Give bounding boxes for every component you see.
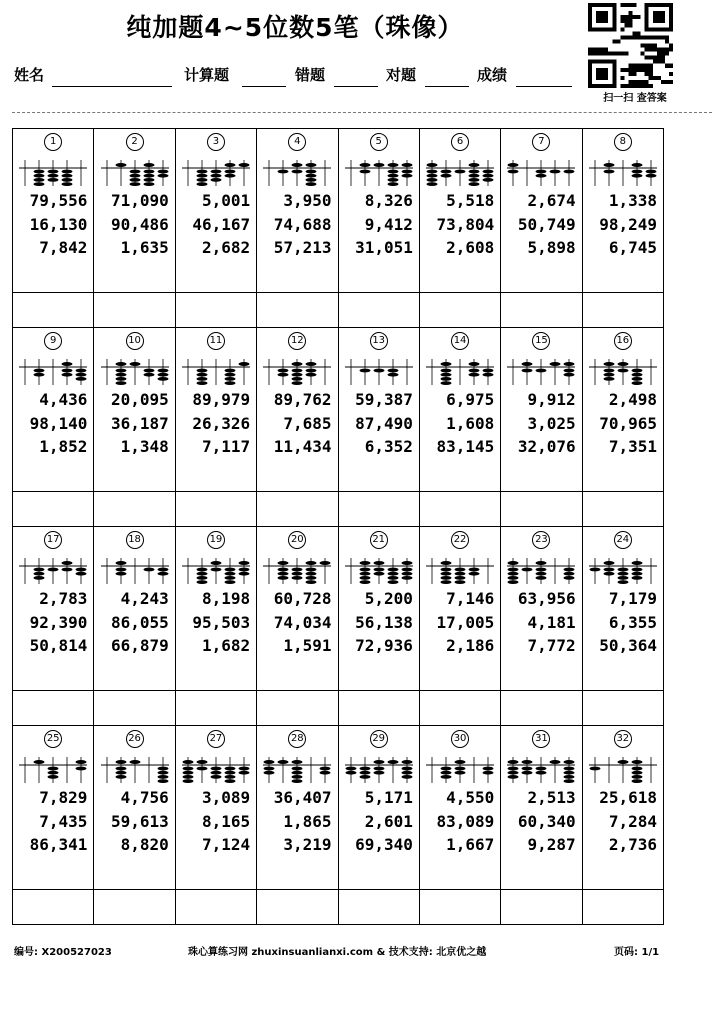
abacus-bead-image <box>588 557 658 585</box>
addend-value: 95,503 <box>192 612 251 632</box>
problem-cell <box>501 129 582 293</box>
addend-value: 20,095 <box>110 390 169 409</box>
abacus-bead-image <box>18 159 88 187</box>
addend-value: 83,145 <box>436 437 495 456</box>
problem-number: 8 <box>614 133 632 151</box>
addend-value: 36,407 <box>273 788 332 807</box>
problem-cell <box>501 328 582 492</box>
abacus-bead-image <box>262 756 332 784</box>
problem-number: 24 <box>614 531 632 549</box>
answer-cell[interactable] <box>582 691 663 726</box>
addend-value: 7,179 <box>608 589 657 608</box>
addend-value: 5,200 <box>364 589 413 608</box>
problem-number: 15 <box>532 332 550 350</box>
addend-value: 6,352 <box>364 437 413 456</box>
abacus-bead-image <box>588 159 658 187</box>
problem-number: 5 <box>370 133 388 151</box>
problem-cell <box>582 527 663 691</box>
addend-value: 2,601 <box>364 811 413 831</box>
answer-cell[interactable] <box>582 492 663 527</box>
addend-value: 4,756 <box>120 788 169 807</box>
problem-cell <box>338 527 419 691</box>
answer-cell[interactable] <box>257 293 338 328</box>
problem-cell <box>582 726 663 890</box>
addend-value: 92,390 <box>29 612 88 632</box>
problem-cell <box>338 328 419 492</box>
addend-value: 1,348 <box>120 437 169 456</box>
addend-value: 6,355 <box>608 612 657 632</box>
addend-value: 1,852 <box>39 437 88 456</box>
answer-cell[interactable] <box>419 492 500 527</box>
addend-value: 2,736 <box>608 835 657 854</box>
calc-count-field[interactable] <box>242 86 286 87</box>
addend-value: 4,243 <box>120 589 169 608</box>
answer-cell[interactable] <box>175 890 256 925</box>
problem-row <box>13 726 664 890</box>
problem-number: 32 <box>614 730 632 748</box>
addend-value: 74,688 <box>273 214 332 234</box>
answer-cell[interactable] <box>175 293 256 328</box>
addend-value: 86,341 <box>29 835 88 854</box>
problem-number: 22 <box>451 531 469 549</box>
wrong-count-label: 错题 <box>295 66 326 84</box>
addend-value: 2,498 <box>608 390 657 409</box>
addend-value: 87,490 <box>355 413 413 433</box>
answer-cell[interactable] <box>175 492 256 527</box>
right-count-label: 对题 <box>386 66 417 84</box>
answer-row <box>13 492 664 527</box>
answer-cell[interactable] <box>419 890 500 925</box>
addend-value: 69,340 <box>355 835 413 854</box>
problem-number: 20 <box>288 531 306 549</box>
abacus-bead-image <box>181 358 251 386</box>
addend-value: 2,783 <box>39 589 88 608</box>
problem-cell <box>94 328 175 492</box>
addend-value: 32,076 <box>517 437 576 456</box>
addend-value: 4,181 <box>527 612 576 632</box>
addend-value: 9,412 <box>364 214 413 234</box>
addend-value: 3,089 <box>201 788 251 807</box>
answer-cell[interactable] <box>501 492 582 527</box>
abacus-bead-image <box>100 557 170 585</box>
answer-cell[interactable] <box>501 293 582 328</box>
problem-cell <box>419 527 500 691</box>
answer-cell[interactable] <box>582 890 663 925</box>
answer-row <box>13 691 664 726</box>
addend-value: 60,728 <box>273 589 332 608</box>
addend-value: 16,130 <box>29 214 88 234</box>
addend-value: 5,001 <box>201 191 251 210</box>
abacus-bead-image <box>506 557 576 585</box>
addend-value: 2,513 <box>527 788 576 807</box>
problem-grid <box>12 128 664 925</box>
problem-cell <box>94 129 175 293</box>
addend-value: 6,745 <box>608 238 657 257</box>
addend-value: 3,025 <box>527 413 576 433</box>
answer-cell[interactable] <box>94 691 175 726</box>
addend-value: 7,117 <box>201 437 251 456</box>
addend-value: 83,089 <box>436 811 495 831</box>
addend-value: 7,829 <box>39 788 88 807</box>
addend-value: 63,956 <box>517 589 576 608</box>
problem-cell <box>419 726 500 890</box>
abacus-bead-image <box>344 557 414 585</box>
problem-cell <box>13 726 94 890</box>
cut-line <box>12 112 712 113</box>
problem-cell <box>257 726 338 890</box>
problem-cell <box>175 527 256 691</box>
problem-number: 1 <box>44 133 62 151</box>
addend-value: 3,219 <box>283 835 332 854</box>
abacus-bead-image <box>181 159 251 187</box>
abacus-bead-image <box>262 159 332 187</box>
problem-number: 26 <box>126 730 144 748</box>
addend-value: 4,436 <box>39 390 88 409</box>
addend-value: 5,171 <box>364 788 413 807</box>
abacus-bead-image <box>425 358 495 386</box>
addend-value: 7,146 <box>446 589 495 608</box>
problem-number: 6 <box>451 133 469 151</box>
problem-cell <box>13 527 94 691</box>
footer-site: 珠心算练习网 zhuxinsuanlianxi.com & 技术支持: 北京优之越 <box>188 947 487 958</box>
addend-value: 6,975 <box>446 390 495 409</box>
answer-cell[interactable] <box>338 890 419 925</box>
calc-count-label: 计算题 <box>184 66 230 84</box>
answer-cell[interactable] <box>94 890 175 925</box>
addend-value: 8,198 <box>201 589 251 608</box>
addend-value: 8,820 <box>120 835 169 854</box>
answer-cell[interactable] <box>94 492 175 527</box>
name-label: 姓名 <box>14 66 45 84</box>
addend-value: 2,682 <box>201 238 251 257</box>
answer-cell[interactable] <box>419 691 500 726</box>
addend-value: 31,051 <box>355 238 413 257</box>
addend-value: 71,090 <box>110 191 169 210</box>
abacus-bead-image <box>262 557 332 585</box>
problem-number: 13 <box>370 332 388 350</box>
problem-cell <box>94 726 175 890</box>
addend-value: 50,749 <box>517 214 576 234</box>
answer-cell[interactable] <box>13 691 94 726</box>
qr-code <box>588 3 673 88</box>
answer-cell[interactable] <box>257 691 338 726</box>
addend-value: 73,804 <box>436 214 495 234</box>
addend-value: 1,591 <box>283 636 332 655</box>
problem-number: 19 <box>207 531 225 549</box>
name-field[interactable] <box>52 86 172 87</box>
right-count-field[interactable] <box>425 86 469 87</box>
addend-value: 98,140 <box>29 413 88 433</box>
worksheet-title: 纯加题4~5位数5笔（珠像） <box>126 13 464 42</box>
abacus-bead-image <box>425 159 495 187</box>
answer-cell[interactable] <box>13 293 94 328</box>
footer-code: 编号: X200527023 <box>14 947 112 958</box>
addend-value: 98,249 <box>599 214 657 234</box>
addend-value: 56,138 <box>355 612 413 632</box>
problem-number: 30 <box>451 730 469 748</box>
abacus-bead-image <box>506 756 576 784</box>
footer-page: 页码: 1/1 <box>614 947 660 958</box>
addend-value: 9,287 <box>527 835 576 854</box>
problem-number: 28 <box>288 730 306 748</box>
answer-cell[interactable] <box>13 890 94 925</box>
addend-value: 7,772 <box>527 636 576 655</box>
addend-value: 74,034 <box>273 612 332 632</box>
problem-cell <box>94 527 175 691</box>
problem-cell <box>501 726 582 890</box>
answer-cell[interactable] <box>257 890 338 925</box>
answer-cell[interactable] <box>94 293 175 328</box>
abacus-bead-image <box>588 756 658 784</box>
abacus-bead-image <box>100 756 170 784</box>
problem-cell <box>501 527 582 691</box>
addend-value: 7,842 <box>39 238 88 257</box>
problem-number: 16 <box>614 332 632 350</box>
problem-cell <box>257 328 338 492</box>
problem-number: 27 <box>207 730 225 748</box>
addend-value: 66,879 <box>110 636 169 655</box>
answer-cell[interactable] <box>419 293 500 328</box>
problem-number: 2 <box>126 133 144 151</box>
answer-cell[interactable] <box>175 691 256 726</box>
abacus-bead-image <box>425 756 495 784</box>
addend-value: 5,898 <box>527 238 576 257</box>
answer-cell[interactable] <box>338 691 419 726</box>
score-field[interactable] <box>516 86 572 87</box>
answer-cell[interactable] <box>13 492 94 527</box>
addend-value: 1,608 <box>446 413 495 433</box>
abacus-bead-image <box>18 756 88 784</box>
problem-cell <box>338 129 419 293</box>
problem-number: 31 <box>532 730 550 748</box>
addend-value: 59,613 <box>110 811 169 831</box>
addend-value: 57,213 <box>273 238 332 257</box>
answer-cell[interactable] <box>501 691 582 726</box>
answer-row <box>13 293 664 328</box>
problem-number: 17 <box>44 531 62 549</box>
answer-cell[interactable] <box>338 293 419 328</box>
abacus-bead-image <box>588 358 658 386</box>
abacus-bead-image <box>506 159 576 187</box>
abacus-bead-image <box>18 358 88 386</box>
abacus-bead-image <box>344 159 414 187</box>
problem-row <box>13 129 664 293</box>
problem-number: 9 <box>44 332 62 350</box>
addend-value: 70,965 <box>599 413 657 433</box>
addend-value: 60,340 <box>517 811 576 831</box>
abacus-bead-image <box>181 756 251 784</box>
problem-number: 10 <box>126 332 144 350</box>
problem-cell <box>582 328 663 492</box>
abacus-bead-image <box>100 159 170 187</box>
problem-cell <box>13 129 94 293</box>
abacus-bead-image <box>18 557 88 585</box>
addend-value: 7,351 <box>608 437 657 456</box>
problem-cell <box>419 129 500 293</box>
addend-value: 86,055 <box>110 612 169 632</box>
problem-number: 14 <box>451 332 469 350</box>
addend-value: 36,187 <box>110 413 169 433</box>
problem-row <box>13 527 664 691</box>
addend-value: 79,556 <box>29 191 88 210</box>
answer-row <box>13 890 664 925</box>
problem-cell <box>582 129 663 293</box>
addend-value: 89,762 <box>273 390 332 409</box>
addend-value: 4,550 <box>446 788 495 807</box>
problem-cell <box>13 328 94 492</box>
problem-cell <box>175 726 256 890</box>
problem-number: 25 <box>44 730 62 748</box>
abacus-bead-image <box>344 756 414 784</box>
addend-value: 11,434 <box>273 437 332 456</box>
addend-value: 25,618 <box>599 788 657 807</box>
answer-cell[interactable] <box>338 492 419 527</box>
addend-value: 2,674 <box>527 191 576 210</box>
addend-value: 50,364 <box>599 636 657 655</box>
abacus-bead-image <box>344 358 414 386</box>
problem-number: 11 <box>207 332 225 350</box>
addend-value: 90,486 <box>110 214 169 234</box>
abacus-bead-image <box>506 358 576 386</box>
problem-cell <box>257 527 338 691</box>
problem-number: 4 <box>288 133 306 151</box>
problem-cell <box>257 129 338 293</box>
addend-value: 8,326 <box>364 191 413 210</box>
problem-cell <box>175 129 256 293</box>
addend-value: 1,338 <box>608 191 657 210</box>
problem-number: 23 <box>532 531 550 549</box>
problem-row <box>13 328 664 492</box>
addend-value: 7,124 <box>201 835 251 854</box>
addend-value: 72,936 <box>355 636 413 655</box>
addend-value: 3,950 <box>283 191 332 210</box>
problem-number: 18 <box>126 531 144 549</box>
score-label: 成绩 <box>477 66 508 84</box>
addend-value: 1,682 <box>201 636 251 655</box>
addend-value: 1,667 <box>446 835 495 854</box>
addend-value: 17,005 <box>436 612 495 632</box>
addend-value: 9,912 <box>527 390 576 409</box>
abacus-bead-image <box>425 557 495 585</box>
abacus-bead-image <box>100 358 170 386</box>
abacus-bead-image <box>181 557 251 585</box>
addend-value: 26,326 <box>192 413 251 433</box>
problem-cell <box>175 328 256 492</box>
addend-value: 1,635 <box>120 238 169 257</box>
abacus-bead-image <box>262 358 332 386</box>
answer-cell[interactable] <box>582 293 663 328</box>
qr-caption: 扫一扫 查答案 <box>603 93 667 104</box>
problem-number: 7 <box>532 133 550 151</box>
addend-value: 2,608 <box>446 238 495 257</box>
addend-value: 2,186 <box>446 636 495 655</box>
problem-number: 29 <box>370 730 388 748</box>
problem-number: 12 <box>288 332 306 350</box>
addend-value: 59,387 <box>355 390 413 409</box>
addend-value: 7,435 <box>39 811 88 831</box>
addend-value: 46,167 <box>192 214 251 234</box>
addend-value: 8,165 <box>201 811 251 831</box>
addend-value: 1,865 <box>283 811 332 831</box>
addend-value: 50,814 <box>29 636 88 655</box>
problem-cell <box>419 328 500 492</box>
problem-number: 21 <box>370 531 388 549</box>
addend-value: 7,284 <box>608 811 657 831</box>
addend-value: 5,518 <box>446 191 495 210</box>
problem-cell <box>338 726 419 890</box>
wrong-count-field[interactable] <box>334 86 378 87</box>
answer-cell[interactable] <box>501 890 582 925</box>
addend-value: 89,979 <box>192 390 251 409</box>
addend-value: 7,685 <box>283 413 332 433</box>
answer-cell[interactable] <box>257 492 338 527</box>
problem-number: 3 <box>207 133 225 151</box>
